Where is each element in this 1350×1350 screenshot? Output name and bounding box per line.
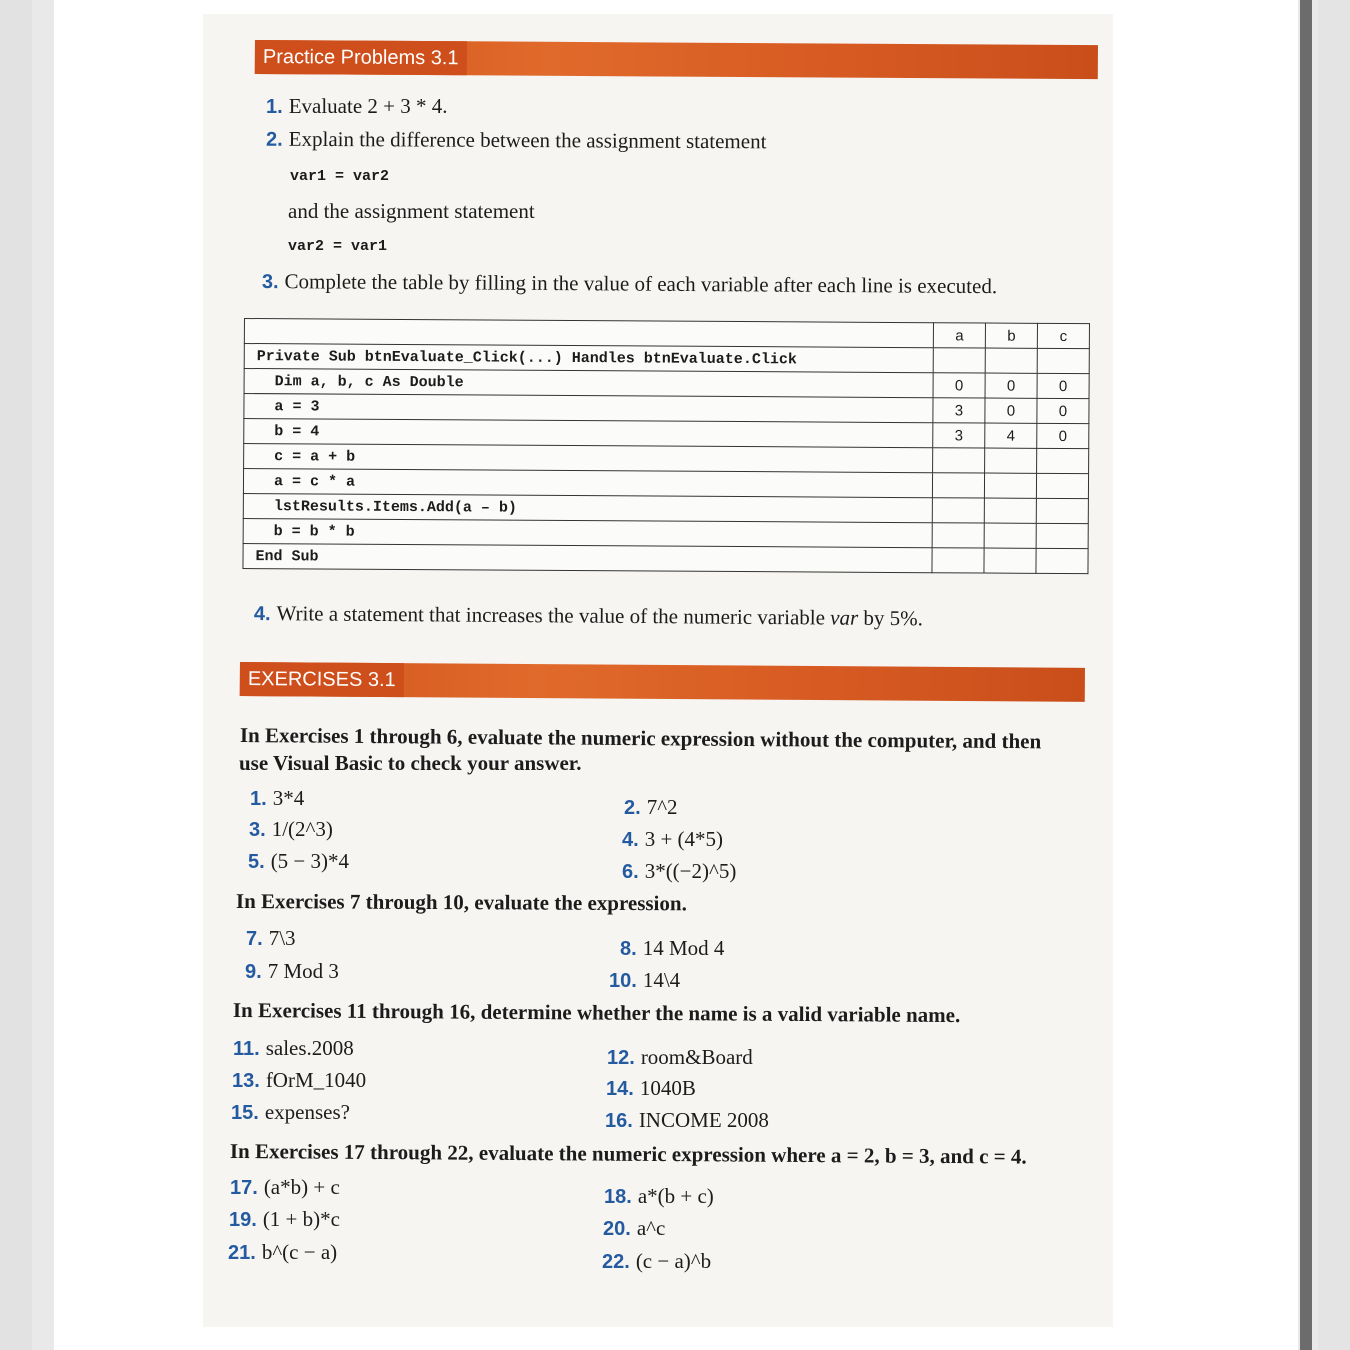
code-line: lstResults.Items.Add(a – b): [243, 493, 932, 522]
exercises-intro-1-line-2: use Visual Basic to check your answer.: [239, 751, 582, 775]
code-line: b = 4: [244, 419, 933, 448]
practice-item-3: 3. Complete the table by filling in the value of each variable after each line is executed.: [261, 269, 998, 299]
cell-a: 0: [933, 373, 985, 398]
exercises-intro-2: In Exercises 7 through 10, evaluate the expression.: [235, 889, 687, 916]
cell-b: [985, 348, 1037, 373]
cell-b: [984, 548, 1036, 573]
code-var1-eq-var2: var1 = var2: [290, 168, 390, 185]
exercise-item: 4. 3 + (4*5): [622, 827, 724, 851]
exercise-item: 22. (c − a)^b: [602, 1249, 712, 1273]
cell-a: [932, 523, 984, 548]
cell-a: [932, 473, 984, 498]
exercise-item: 5. (5 − 3)*4: [248, 849, 350, 873]
exercises-banner: [240, 662, 1085, 702]
code-line: Private Sub btnEvaluate_Click(...) Handles btnEvaluate.Click: [244, 344, 933, 373]
practice-problems-banner: [255, 40, 1098, 79]
cell-b: 4: [985, 423, 1037, 448]
exercise-item: 6. 3*((−2)^5): [622, 859, 737, 883]
practice-item-2: 2. Explain the difference between the assignment statement: [265, 126, 767, 154]
exercise-item: 8. 14 Mod 4: [620, 936, 725, 960]
cell-c: 0: [1037, 398, 1089, 423]
exercise-item: 18. a*(b + c): [604, 1184, 714, 1208]
exercise-item: 13. fOrM_1040: [232, 1068, 367, 1092]
cell-b: 0: [985, 373, 1037, 398]
exercises-title: EXERCISES 3.1: [240, 662, 404, 697]
cell-c: [1036, 548, 1088, 573]
cell-b: [984, 473, 1036, 498]
exercise-item: 1. 3*4: [250, 786, 305, 810]
exercise-item: 2. 7^2: [624, 795, 678, 819]
practice-item-1: 1. Evaluate 2 + 3 * 4.: [266, 94, 448, 118]
cell-a: [932, 548, 984, 573]
right-margin: [1318, 0, 1350, 1350]
right-edge-bar: [1300, 0, 1312, 1350]
exercise-item: 3. 1/(2^3): [249, 817, 333, 841]
table-header-c: c: [1037, 323, 1089, 348]
exercise-item: 12. room&Board: [607, 1045, 753, 1069]
exercise-item: 14. 1040B: [606, 1076, 696, 1100]
cell-a: [933, 348, 985, 373]
trace-table: [242, 318, 1090, 574]
cell-b: [984, 498, 1036, 523]
exercise-item: 10. 14\4: [609, 968, 681, 992]
cell-a: [932, 498, 984, 523]
exercise-item: 20. a^c: [603, 1216, 666, 1240]
cell-a: 3: [933, 423, 985, 448]
code-line: c = a + b: [244, 444, 933, 473]
cell-c: [1036, 523, 1088, 548]
code-line: Dim a, b, c As Double: [244, 369, 933, 398]
exercise-item: 21. b^(c − a): [228, 1240, 338, 1264]
code-line: a = c * a: [243, 469, 932, 498]
exercises-intro-4: In Exercises 17 through 22, evaluate the numeric expression where a = 2, b = 3, and c = 4.: [229, 1139, 1027, 1169]
practice-item-4: 4. Write a statement that increases the value of the numeric variable var by 5%.: [253, 601, 924, 631]
exercises-intro-1-line-1: In Exercises 1 through 6, evaluate the numeric expression without the computer, and then: [239, 722, 1042, 754]
practice-problems-title: Practice Problems 3.1: [255, 40, 467, 75]
code-line: End Sub: [243, 543, 932, 572]
table-header-a: a: [933, 323, 985, 348]
code-var2-eq-var1: var2 = var1: [288, 238, 388, 255]
cell-b: [985, 448, 1037, 473]
cell-a: 3: [933, 398, 985, 423]
cell-a: [933, 448, 985, 473]
code-line: a = 3: [244, 394, 933, 423]
cell-c: [1036, 498, 1088, 523]
exercise-item: 15. expenses?: [231, 1100, 350, 1124]
cell-b: 0: [985, 398, 1037, 423]
code-line: b = b * b: [243, 518, 932, 547]
cell-c: 0: [1037, 373, 1089, 398]
exercise-item: 17. (a*b) + c: [230, 1175, 340, 1199]
cell-b: [984, 523, 1036, 548]
exercise-item: 19. (1 + b)*c: [229, 1207, 340, 1231]
left-margin: [0, 0, 32, 1350]
practice-item-2-middle: and the assignment statement: [288, 199, 535, 223]
cell-c: [1037, 448, 1089, 473]
exercise-item: 11. sales.2008: [233, 1036, 354, 1060]
cell-c: 0: [1037, 423, 1089, 448]
cell-c: [1036, 473, 1088, 498]
exercises-intro-3: In Exercises 11 through 16, determine whether the name is a valid variable name.: [232, 998, 961, 1028]
exercise-item: 9. 7 Mod 3: [245, 959, 339, 983]
table-header-b: b: [985, 323, 1037, 348]
exercise-item: 7. 7\3: [246, 926, 296, 950]
exercise-item: 16. INCOME 2008: [605, 1108, 769, 1132]
table-row: [243, 543, 1088, 573]
cell-c: [1037, 348, 1089, 373]
